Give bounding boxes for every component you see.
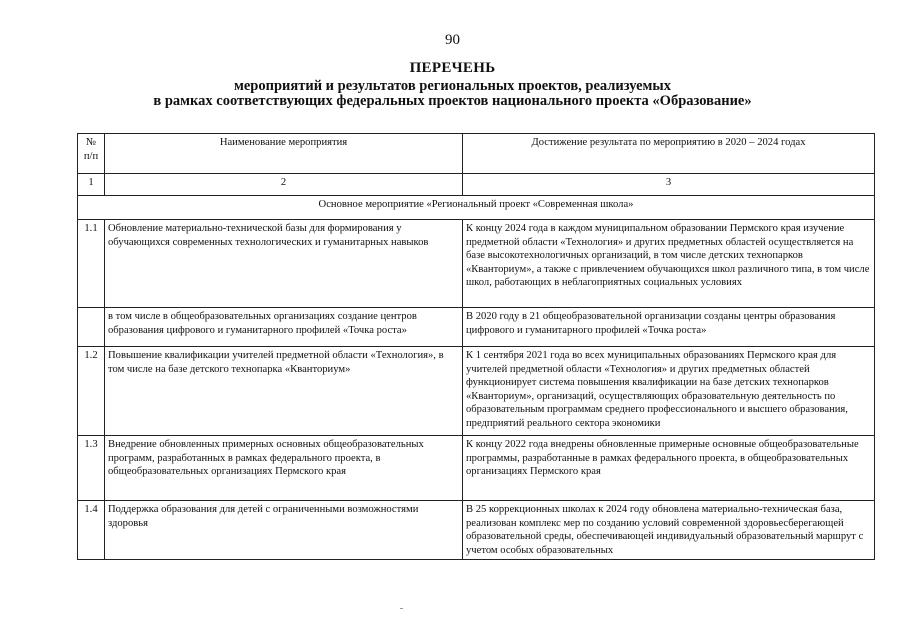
- table-row: [78, 436, 875, 501]
- column-number: 3: [463, 174, 875, 196]
- table-row: [78, 501, 875, 560]
- document-title: ПЕРЕЧЕНЬ: [409, 60, 496, 76]
- row-result: В 25 коррекционных школах к 2024 году обновлена материально-техническая база, реализован комплекс мер по созданию условий современной здоровьесберегающей образовательной среды, обеспечивающей индивидуальный образовательный маршрут с учетом особых образовательных: [463, 501, 875, 560]
- page-number: 90: [445, 32, 460, 48]
- document-subtitle: [0, 79, 905, 109]
- row-number: 1.4: [78, 501, 105, 560]
- section-row: [78, 196, 875, 220]
- row-name: в том числе в общеобразовательных организациях создание центров образования цифрового и гуманитарного профилей «Точка роста»: [105, 308, 463, 347]
- row-number: 1.3: [78, 436, 105, 501]
- column-number: 1: [78, 174, 105, 196]
- row-result: К 1 сентября 2021 года во всех муниципальных образованиях Пермского края для учителей предметной области «Технология» и других предметных областей функционирует система повышения квалификации на базе детских технопарков «Кванториум», организаций, осуществляющих образовательную деятельность по образовательным программам среднего профессионального и высшего образования, предприятий реального сектора экономики: [463, 347, 875, 436]
- subtitle-line: мероприятий и результатов региональных проектов, реализуемых: [233, 78, 671, 94]
- row-result: В 2020 году в 21 общеобразовательной организации созданы центры образования цифрового и гуманитарного профилей «Точка роста»: [463, 308, 875, 347]
- row-number: [78, 308, 105, 347]
- row-number: 1.2: [78, 347, 105, 436]
- column-number-row: [78, 174, 875, 196]
- header-result: Достижение результата по мероприятию в 2020 – 2024 годах: [463, 134, 875, 174]
- row-name: Повышение квалификации учителей предметной области «Технология», в том числе на базе детского технопарка «Кванториум»: [105, 347, 463, 436]
- row-number: 1.1: [78, 220, 105, 308]
- scan-speck: [400, 608, 403, 609]
- row-name: Поддержка образования для детей с ограниченными возможностями здоровья: [105, 501, 463, 560]
- table-row: [78, 220, 875, 308]
- table-header-row: [78, 134, 875, 174]
- row-result: К концу 2024 года в каждом муниципальном образовании Пермского края изучение предметной области «Технология» и других предметных областей осуществляется на базе высокотехнологичных организаций, в том числе детских технопарков «Кванториум», а также с привлечением обучающихся школ различного типа, в том числе школ, работающих в неблагоприятных социальных условиях: [463, 220, 875, 308]
- column-number: 2: [105, 174, 463, 196]
- header-name: Наименование мероприятия: [105, 134, 463, 174]
- table-row: [78, 308, 875, 347]
- row-name: Обновление материально-технической базы для формирования у обучающихся современных технологических и гуманитарных навыков: [105, 220, 463, 308]
- header-num: № п/п: [78, 134, 105, 174]
- measures-table: [77, 133, 875, 560]
- section-title: Основное мероприятие «Региональный проект «Современная школа»: [78, 196, 875, 220]
- row-result: К концу 2022 года внедрены обновленные примерные основные общеобразовательные программы, разработанные в рамках федерального проекта, в общеобразовательных организациях Пермского края: [463, 436, 875, 501]
- row-name: Внедрение обновленных примерных основных общеобразовательных программ, разработанных в рамках федерального проекта, в общеобразовательных организациях Пермского края: [105, 436, 463, 501]
- subtitle-line: в рамках соответствующих федеральных проектов национального проекта «Образование»: [153, 93, 752, 109]
- table-row: [78, 347, 875, 436]
